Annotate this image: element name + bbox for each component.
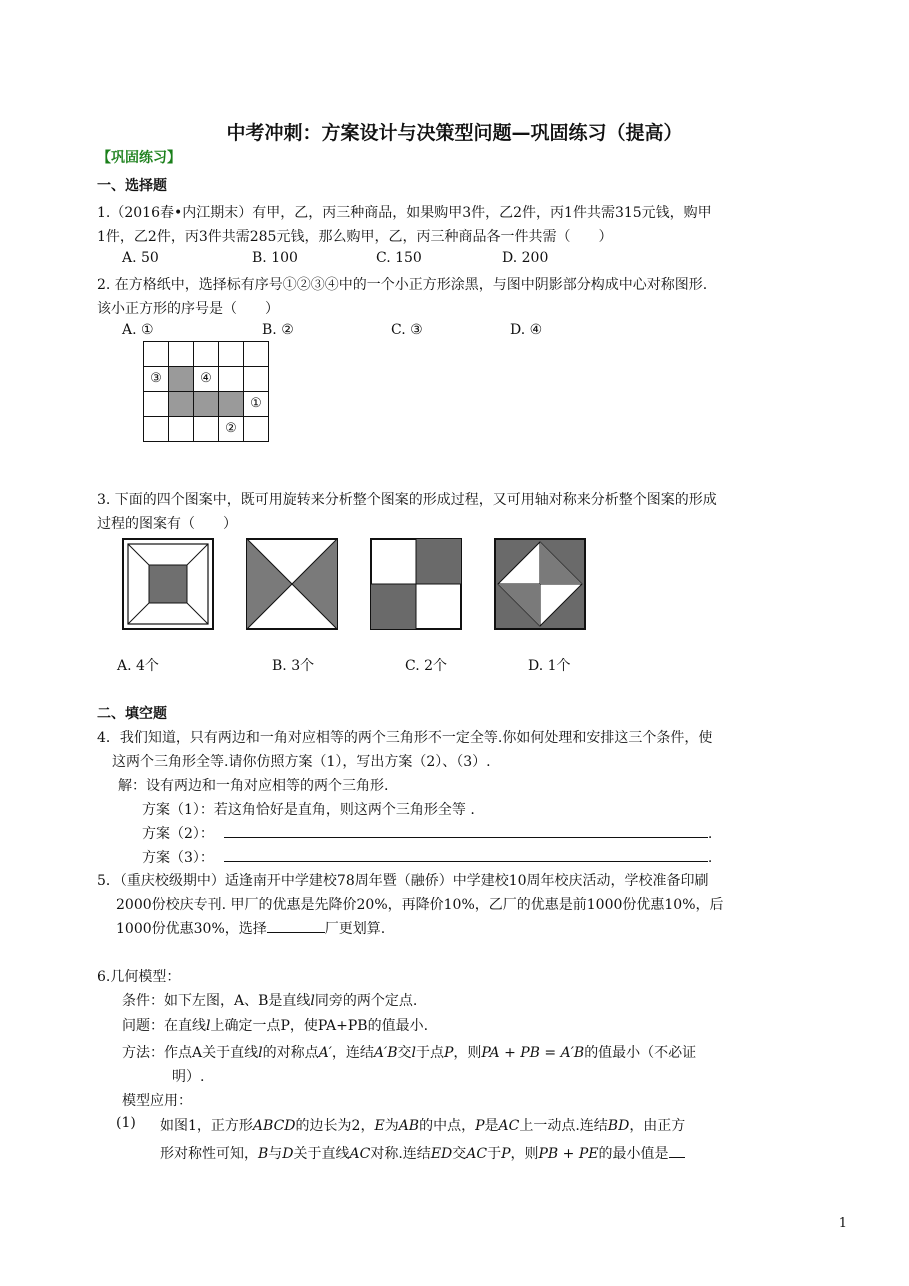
- page-title: 中考冲刺：方案设计与决策型问题—巩固练习（提高）: [226, 122, 683, 144]
- pattern-3: [370, 538, 462, 630]
- q3-option-a: A. 4个: [117, 658, 159, 674]
- section-heading-choice: 一、选择题: [97, 178, 167, 194]
- q4-plan3: 方案（3）： .: [142, 850, 713, 866]
- q6-sub1-line1: 如图1，正方形ABCD的边长为2，E为AB的中点，P是AC上一动点.连结BD，由正方: [160, 1118, 686, 1134]
- q6-head: 6.几何模型：: [97, 969, 181, 985]
- grid-label-2: ②: [219, 417, 244, 442]
- q1-option-a: A. 50: [122, 250, 159, 266]
- q4-line2: 这两个三角形全等.请你仿照方案（1），写出方案（2）、（3）.: [112, 754, 491, 770]
- q1-option-c: C. 150: [376, 250, 422, 266]
- q3-option-c: C. 2个: [405, 658, 448, 674]
- answer-blank: [224, 837, 708, 838]
- q1-line1: 1.（2016春•内江期末）有甲，乙，丙三种商品，如果购甲3件，乙2件，丙1件共需315元钱，购甲: [97, 205, 712, 221]
- q2-option-b: B. ②: [262, 322, 294, 338]
- answer-blank: [267, 932, 325, 933]
- grid-label-1: ①: [244, 392, 269, 417]
- q2-option-c: C. ③: [391, 322, 423, 338]
- answer-blank: [224, 861, 708, 862]
- pattern-1: [122, 538, 214, 630]
- grid-label-3: ③: [144, 367, 169, 392]
- q4-plan1: 方案（1）：若这角恰好是直角，则这两个三角形全等 .: [142, 802, 475, 818]
- section-heading-fill: 二、填空题: [97, 706, 167, 722]
- pattern-2: [246, 538, 338, 630]
- grid-label-4: ④: [194, 367, 219, 392]
- answer-blank: [669, 1157, 685, 1158]
- pattern-4: [494, 538, 586, 630]
- q4-plan2: 方案（2）： .: [142, 826, 713, 842]
- q6-sub1-line2: 形对称性可知，B与D关于直线AC对称.连结ED交AC于P，则PB + PE的最小值是: [160, 1143, 685, 1163]
- q6-problem: 问题：在直线l上确定一点P，使PA+PB的值最小.: [122, 1018, 429, 1034]
- q2-line2: 该小正方形的序号是（ ）: [97, 301, 279, 317]
- q6-condition: 条件：如下左图，A、B是直线l同旁的两个定点.: [122, 993, 418, 1009]
- q1-line2: 1件，乙2件，丙3件共需285元钱，那么购甲，乙，丙三种商品各一件共需（ ）: [97, 229, 613, 245]
- q3-option-b: B. 3个: [272, 658, 315, 674]
- q3-line2: 过程的图案有（ ）: [97, 516, 237, 532]
- q6-method-cont: 明）.: [172, 1069, 205, 1085]
- q6-sub1-label: (1): [116, 1115, 136, 1131]
- q2-option-d: D. ④: [510, 322, 543, 338]
- q3-option-d: D. 1个: [528, 658, 571, 674]
- q5-line1: 5．（重庆校级期中）适逢南开中学建校78周年暨（融侨）中学建校10周年校庆活动，学校准备印刷: [97, 873, 709, 889]
- q5-line2: 2000份校庆专刊. 甲厂的优惠是先降价20%，再降价10%，乙厂的优惠是前1000份优惠10%，后: [116, 897, 724, 913]
- q3-line1: 3. 下面的四个图案中，既可用旋转来分析整个图案的形成过程，又可用轴对称来分析整个图案的形成: [97, 492, 717, 508]
- q4-line3: 解：设有两边和一角对应相等的两个三角形.: [118, 778, 389, 794]
- q2-line1: 2. 在方格纸中，选择标有序号①②③④中的一个小正方形涂黑，与图中阴影部分构成中心对称图形.: [97, 277, 708, 293]
- q1-option-d: D. 200: [502, 250, 549, 266]
- q6-application: 模型应用：: [122, 1093, 192, 1109]
- page-number: 1: [838, 1216, 847, 1231]
- q6-method: 方法：作点A关于直线l的对称点A′，连结A′B交l于点P，则PA + PB = A′B的值最小（不必证: [122, 1045, 697, 1061]
- q1-option-b: B. 100: [252, 250, 298, 266]
- grid-figure: [143, 341, 269, 442]
- section-tag: 【巩固练习】: [97, 150, 181, 166]
- q5-line3: 1000份优惠30%，选择 厂更划算.: [116, 921, 386, 937]
- q2-option-a: A. ①: [122, 322, 154, 338]
- q4-line1: 4．我们知道，只有两边和一角对应相等的两个三角形不一定全等.你如何处理和安排这三个条件，使: [97, 730, 713, 746]
